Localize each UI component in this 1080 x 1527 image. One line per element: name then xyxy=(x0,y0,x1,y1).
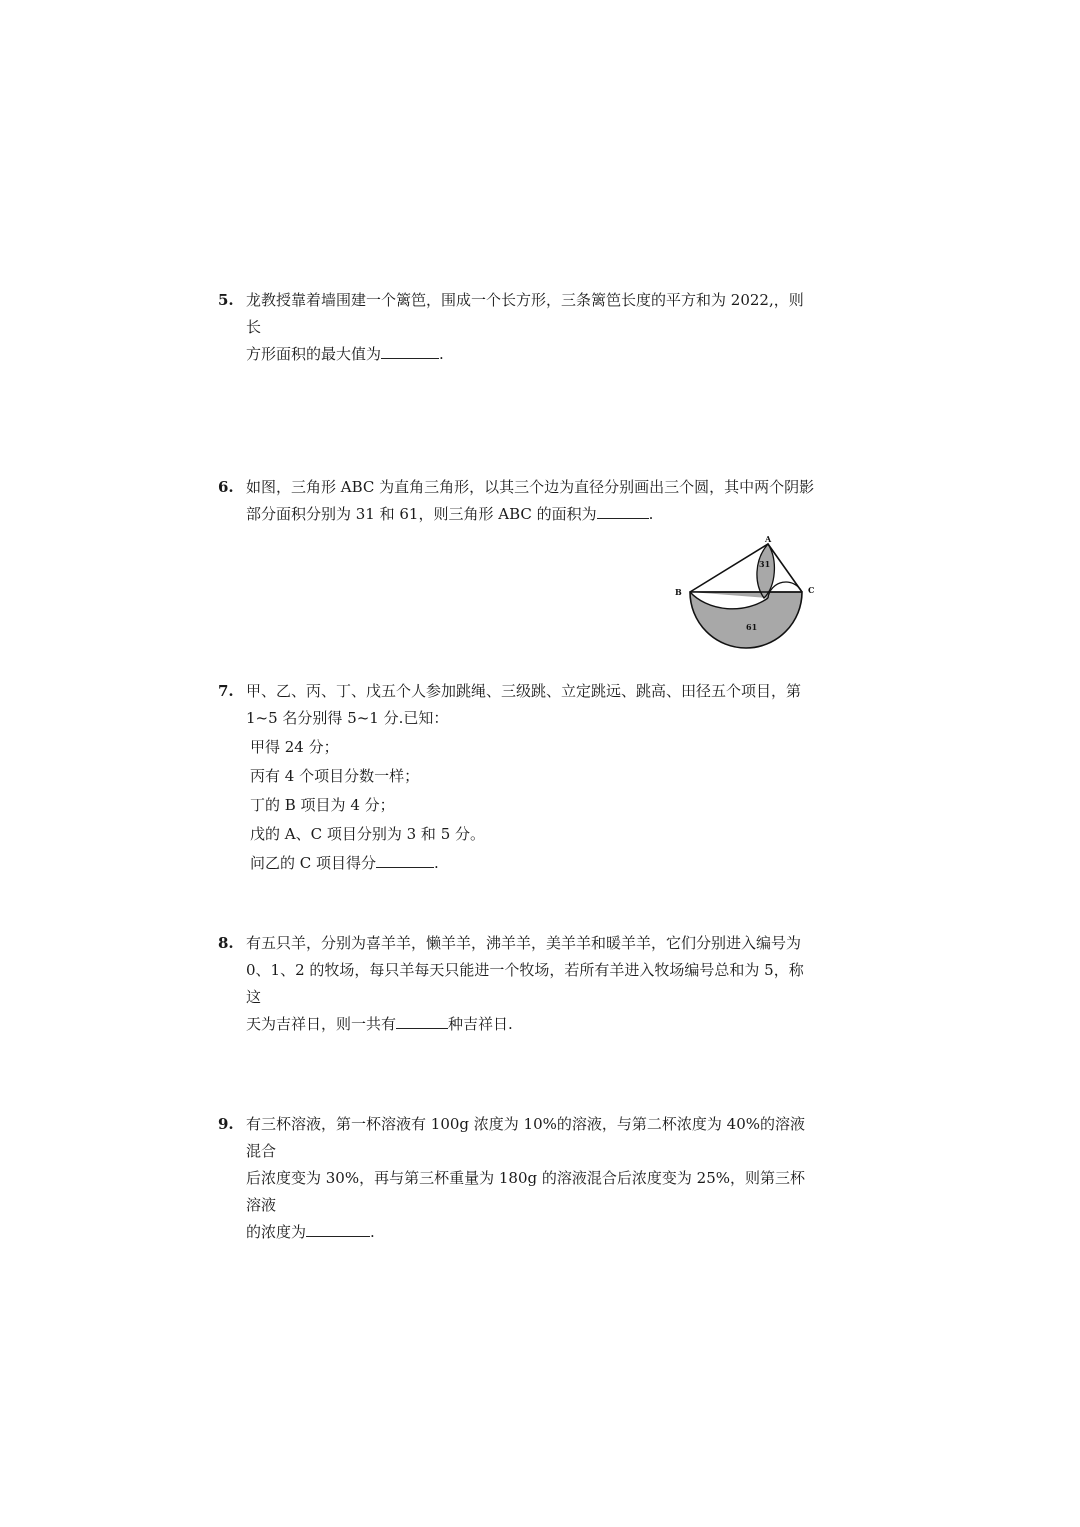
question-text-line: 部分面积分别为 31 和 61，则三角形 ABC 的面积为 xyxy=(246,505,597,523)
question-9 xyxy=(218,1111,818,1246)
answer-blank[interactable] xyxy=(396,1012,448,1029)
question-text-end: . xyxy=(434,854,439,872)
question-text-end: . xyxy=(648,505,654,523)
question-number: 8. xyxy=(218,934,234,952)
answer-blank[interactable] xyxy=(381,342,439,359)
question-text-line: 后浓度变为 30%，再与第三杯重量为 180g 的溶液混合后浓度变为 25%，则第三杯溶液 xyxy=(246,1169,805,1214)
triangle-circles-figure xyxy=(668,530,818,658)
question-text-line: 方形面积的最大值为 xyxy=(246,345,382,363)
label-shade-61: 61 xyxy=(746,622,758,632)
label-a: A xyxy=(765,534,772,544)
answer-blank[interactable] xyxy=(376,851,434,868)
figure-svg xyxy=(668,530,818,658)
condition-item: 戊的 A、C 项目分别为 3 和 5 分。 xyxy=(250,825,486,843)
label-shade-31: 31 xyxy=(759,559,771,569)
label-c: C xyxy=(808,585,815,595)
question-text-line: 龙教授靠着墙围建一个篱笆，围成一个长方形，三条篱笆长度的平方和为 2022,，则长 xyxy=(246,291,804,336)
question-text-line: 0、1、2 的牧场，每只羊每天只能进一个牧场，若所有羊进入牧场编号总和为 5，称这 xyxy=(246,961,804,1006)
answer-blank[interactable] xyxy=(306,1220,370,1237)
question-7 xyxy=(218,678,818,879)
label-b: B xyxy=(675,587,682,597)
small-lens-shaded xyxy=(757,544,774,598)
question-ask: 问乙的 C 项目得分 xyxy=(250,854,377,872)
question-text-line: 的浓度为 xyxy=(246,1223,307,1241)
question-text-line: 有五只羊，分别为喜羊羊，懒羊羊，沸羊羊，美羊羊和暖羊羊，它们分别进入编号为 xyxy=(246,934,802,952)
question-5 xyxy=(218,287,818,368)
question-text-line: 有三杯溶液，第一杯溶液有 100g 浓度为 10%的溶液，与第二杯浓度为 40%的溶液混合 xyxy=(246,1115,805,1160)
question-text-line: 天为吉祥日，则一共有 xyxy=(246,1015,397,1033)
condition-item: 丁的 B 项目为 4 分； xyxy=(250,796,395,814)
question-text-line: 1~5 名分别得 5~1 分.已知： xyxy=(246,709,449,727)
condition-item: 丙有 4 个项目分数一样； xyxy=(250,767,420,785)
question-8 xyxy=(218,930,818,1038)
question-text-end: 种吉祥日. xyxy=(448,1015,513,1033)
question-number: 7. xyxy=(218,682,234,700)
question-6 xyxy=(218,474,818,528)
question-number: 9. xyxy=(218,1115,234,1133)
question-text-line: 甲、乙、丙、丁、戊五个人参加跳绳、三级跳、立定跳远、跳高、田径五个项目，第 xyxy=(246,682,802,700)
question-text-end: . xyxy=(370,1223,375,1241)
question-number: 6. xyxy=(218,478,234,496)
conditions-list xyxy=(250,734,818,876)
question-text-line: 如图，三角形 ABC 为直角三角形，以其三个边为直径分别画出三个圆，其中两个阴影 xyxy=(246,478,815,496)
answer-blank[interactable] xyxy=(597,502,649,519)
question-number: 5. xyxy=(218,291,234,309)
condition-item: 甲得 24 分； xyxy=(250,738,339,756)
triangle-abc xyxy=(690,544,802,592)
question-text-end: . xyxy=(439,345,444,363)
